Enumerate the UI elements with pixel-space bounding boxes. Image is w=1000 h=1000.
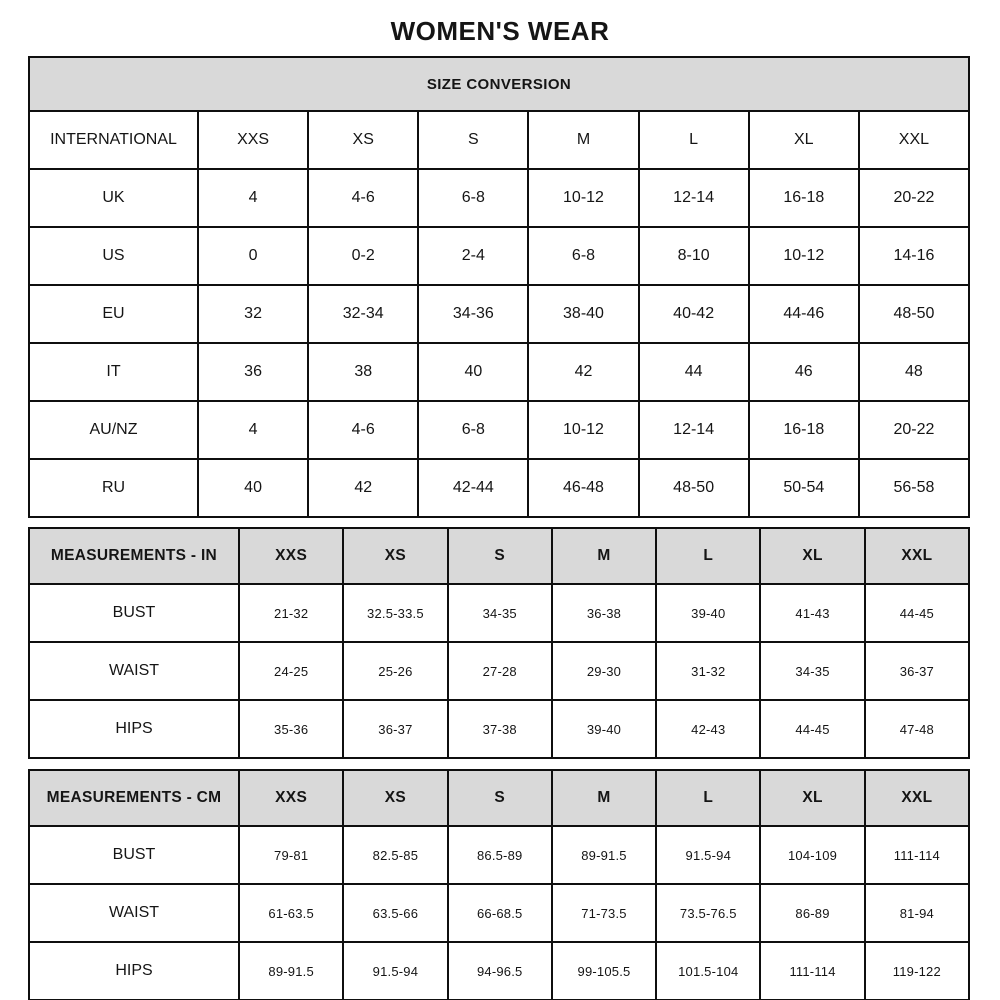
table-cell: 29-30 bbox=[552, 642, 656, 700]
table-cell: 4 bbox=[198, 401, 308, 459]
measurements-in-table bbox=[28, 527, 970, 759]
column-header-row bbox=[29, 770, 969, 826]
table-cell: 42-44 bbox=[418, 459, 528, 517]
table-cell: 48-50 bbox=[859, 285, 969, 343]
table-cell: M bbox=[528, 111, 638, 169]
table-cell: 101.5-104 bbox=[656, 942, 760, 1000]
table-cell: 14-16 bbox=[859, 227, 969, 285]
table-cell: 31-32 bbox=[656, 642, 760, 700]
table-cell: XL bbox=[749, 111, 859, 169]
table-cell: 10-12 bbox=[749, 227, 859, 285]
table-gap bbox=[0, 759, 1000, 769]
column-header-cell: XL bbox=[760, 528, 864, 584]
table-cell: 48-50 bbox=[639, 459, 749, 517]
table-cell: 91.5-94 bbox=[343, 942, 447, 1000]
table-row bbox=[29, 826, 969, 884]
column-header-row bbox=[29, 528, 969, 584]
table-cell: XXL bbox=[859, 111, 969, 169]
table-cell: 46 bbox=[749, 343, 859, 401]
table-row bbox=[29, 285, 969, 343]
table-cell: 38-40 bbox=[528, 285, 638, 343]
row-label-cell: HIPS bbox=[29, 700, 239, 758]
table-cell: 86.5-89 bbox=[448, 826, 552, 884]
table-cell: 4-6 bbox=[308, 169, 418, 227]
table-cell: 10-12 bbox=[528, 401, 638, 459]
column-header-cell: L bbox=[656, 770, 760, 826]
table-row bbox=[29, 111, 969, 169]
size-conversion-body bbox=[29, 57, 969, 517]
row-label-cell: WAIST bbox=[29, 642, 239, 700]
table-cell: 89-91.5 bbox=[239, 942, 343, 1000]
table-cell: 48 bbox=[859, 343, 969, 401]
table-cell: 41-43 bbox=[760, 584, 864, 642]
table-row bbox=[29, 169, 969, 227]
table-cell: 36-37 bbox=[343, 700, 447, 758]
table-cell: 20-22 bbox=[859, 169, 969, 227]
table-row bbox=[29, 884, 969, 942]
table-cell: 32.5-33.5 bbox=[343, 584, 447, 642]
row-label-cell: AU/NZ bbox=[29, 401, 198, 459]
table-cell: 47-48 bbox=[865, 700, 969, 758]
table-cell: 0 bbox=[198, 227, 308, 285]
table-cell: 6-8 bbox=[418, 401, 528, 459]
table-row bbox=[29, 942, 969, 1000]
table-cell: 104-109 bbox=[760, 826, 864, 884]
table-cell: 56-58 bbox=[859, 459, 969, 517]
table-cell: 119-122 bbox=[865, 942, 969, 1000]
table-cell: 6-8 bbox=[418, 169, 528, 227]
table-cell: L bbox=[639, 111, 749, 169]
table-cell: 25-26 bbox=[343, 642, 447, 700]
column-header-cell: M bbox=[552, 770, 656, 826]
table-row bbox=[29, 459, 969, 517]
table-cell: 71-73.5 bbox=[552, 884, 656, 942]
column-header-cell: L bbox=[656, 528, 760, 584]
table-cell: 2-4 bbox=[418, 227, 528, 285]
row-label-cell: HIPS bbox=[29, 942, 239, 1000]
table-cell: 6-8 bbox=[528, 227, 638, 285]
page-title: WOMEN'S WEAR bbox=[390, 16, 610, 46]
table-banner-row bbox=[29, 57, 969, 111]
table-cell: 12-14 bbox=[639, 401, 749, 459]
table-banner: SIZE CONVERSION bbox=[29, 57, 969, 111]
table-cell: 111-114 bbox=[865, 826, 969, 884]
table-cell: 99-105.5 bbox=[552, 942, 656, 1000]
measurements-cm-body bbox=[29, 770, 969, 1000]
table-cell: 34-36 bbox=[418, 285, 528, 343]
table-cell: 73.5-76.5 bbox=[656, 884, 760, 942]
table-cell: 32 bbox=[198, 285, 308, 343]
row-label-cell: RU bbox=[29, 459, 198, 517]
table-cell: 36-38 bbox=[552, 584, 656, 642]
table-cell: 39-40 bbox=[656, 584, 760, 642]
table-cell: 38 bbox=[308, 343, 418, 401]
table-cell: 12-14 bbox=[639, 169, 749, 227]
table-cell: XS bbox=[308, 111, 418, 169]
table-cell: 10-12 bbox=[528, 169, 638, 227]
table-gap bbox=[0, 518, 1000, 527]
table-cell: 24-25 bbox=[239, 642, 343, 700]
table-cell: 32-34 bbox=[308, 285, 418, 343]
table-row bbox=[29, 401, 969, 459]
row-label-cell: UK bbox=[29, 169, 198, 227]
table-cell: 37-38 bbox=[448, 700, 552, 758]
table-cell: 50-54 bbox=[749, 459, 859, 517]
table-cell: 44-45 bbox=[760, 700, 864, 758]
table-cell: 21-32 bbox=[239, 584, 343, 642]
table-cell: 35-36 bbox=[239, 700, 343, 758]
table-cell: 94-96.5 bbox=[448, 942, 552, 1000]
table-cell: 46-48 bbox=[528, 459, 638, 517]
table-cell: 34-35 bbox=[448, 584, 552, 642]
table-cell: XXS bbox=[198, 111, 308, 169]
table-row bbox=[29, 227, 969, 285]
table-cell: 91.5-94 bbox=[656, 826, 760, 884]
table-cell: 0-2 bbox=[308, 227, 418, 285]
table-row bbox=[29, 642, 969, 700]
table-cell: 82.5-85 bbox=[343, 826, 447, 884]
table-title-cell: MEASUREMENTS - CM bbox=[29, 770, 239, 826]
table-cell: 44-46 bbox=[749, 285, 859, 343]
table-title-cell: MEASUREMENTS - IN bbox=[29, 528, 239, 584]
row-label-cell: WAIST bbox=[29, 884, 239, 942]
row-label-cell: INTERNATIONAL bbox=[29, 111, 198, 169]
table-cell: 36 bbox=[198, 343, 308, 401]
column-header-cell: XS bbox=[343, 770, 447, 826]
measurements-cm-table bbox=[28, 769, 970, 1000]
row-label-cell: IT bbox=[29, 343, 198, 401]
table-cell: 40 bbox=[418, 343, 528, 401]
table-cell: S bbox=[418, 111, 528, 169]
table-cell: 40-42 bbox=[639, 285, 749, 343]
table-cell: 4-6 bbox=[308, 401, 418, 459]
column-header-cell: XXL bbox=[865, 528, 969, 584]
table-cell: 16-18 bbox=[749, 401, 859, 459]
table-cell: 44 bbox=[639, 343, 749, 401]
column-header-cell: S bbox=[448, 770, 552, 826]
table-row bbox=[29, 700, 969, 758]
column-header-cell: XS bbox=[343, 528, 447, 584]
column-header-cell: M bbox=[552, 528, 656, 584]
table-cell: 8-10 bbox=[639, 227, 749, 285]
column-header-cell: XXS bbox=[239, 528, 343, 584]
table-cell: 4 bbox=[198, 169, 308, 227]
table-cell: 86-89 bbox=[760, 884, 864, 942]
table-cell: 89-91.5 bbox=[552, 826, 656, 884]
table-cell: 44-45 bbox=[865, 584, 969, 642]
table-cell: 34-35 bbox=[760, 642, 864, 700]
table-cell: 36-37 bbox=[865, 642, 969, 700]
row-label-cell: US bbox=[29, 227, 198, 285]
table-cell: 42 bbox=[528, 343, 638, 401]
table-cell: 61-63.5 bbox=[239, 884, 343, 942]
column-header-cell: XL bbox=[760, 770, 864, 826]
column-header-cell: XXS bbox=[239, 770, 343, 826]
table-row bbox=[29, 584, 969, 642]
table-cell: 66-68.5 bbox=[448, 884, 552, 942]
row-label-cell: BUST bbox=[29, 826, 239, 884]
table-cell: 79-81 bbox=[239, 826, 343, 884]
column-header-cell: XXL bbox=[865, 770, 969, 826]
table-cell: 39-40 bbox=[552, 700, 656, 758]
table-cell: 20-22 bbox=[859, 401, 969, 459]
table-cell: 40 bbox=[198, 459, 308, 517]
table-cell: 42 bbox=[308, 459, 418, 517]
size-conversion-table bbox=[28, 56, 970, 518]
column-header-cell: S bbox=[448, 528, 552, 584]
table-cell: 81-94 bbox=[865, 884, 969, 942]
table-cell: 42-43 bbox=[656, 700, 760, 758]
measurements-in-body bbox=[29, 528, 969, 758]
row-label-cell: EU bbox=[29, 285, 198, 343]
table-row bbox=[29, 343, 969, 401]
table-cell: 27-28 bbox=[448, 642, 552, 700]
row-label-cell: BUST bbox=[29, 584, 239, 642]
table-cell: 16-18 bbox=[749, 169, 859, 227]
table-cell: 63.5-66 bbox=[343, 884, 447, 942]
table-cell: 111-114 bbox=[760, 942, 864, 1000]
